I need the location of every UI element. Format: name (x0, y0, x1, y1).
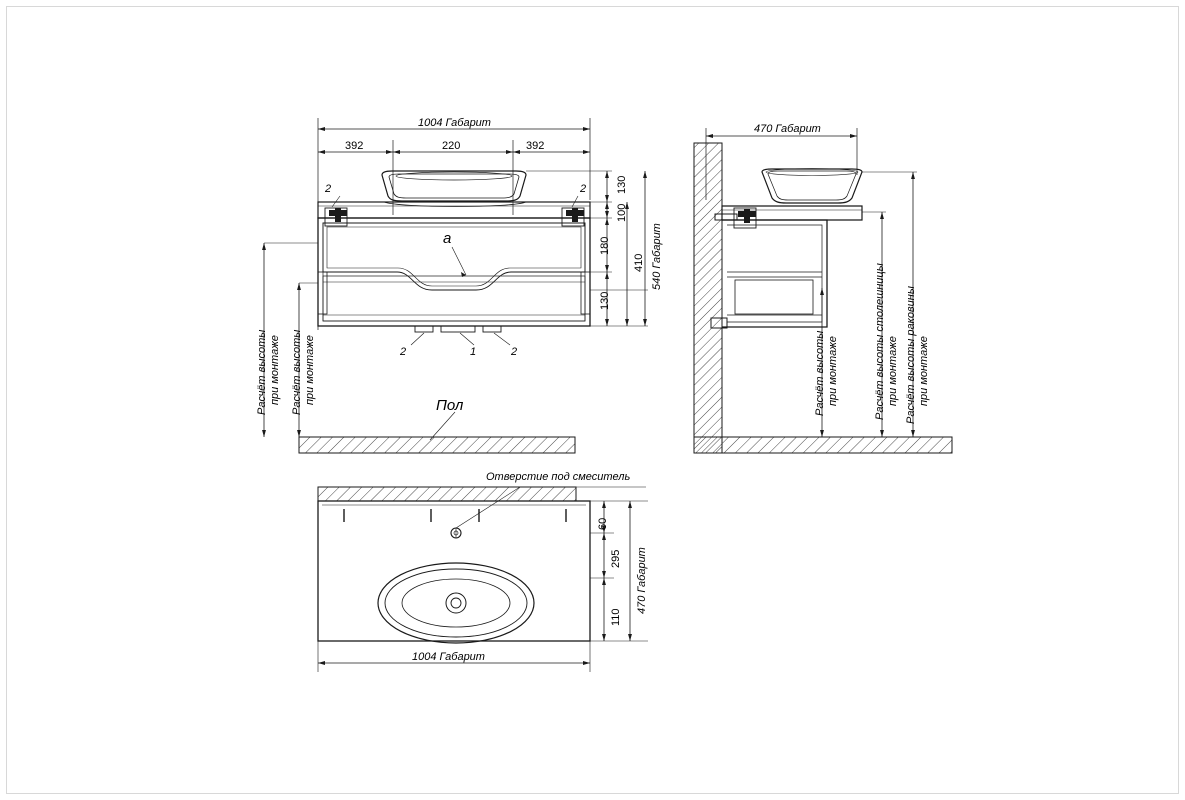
front-dim-100: 100 (616, 203, 628, 222)
front-seg-center-label: 220 (442, 140, 461, 152)
side-note-c-line2: при монтаже (918, 336, 930, 406)
top-dim-470: 470 Габарит (636, 547, 648, 614)
front-callout-bottom-1: 1 (470, 346, 477, 358)
side-note-a-line1: Расчёт высоты (814, 330, 826, 416)
front-note-2-line2: при монтаже (304, 335, 316, 405)
front-note-1-line1: Расчёт высоты (256, 329, 268, 415)
front-callout-left-2: 2 (325, 183, 332, 195)
side-depth-label: 470 Габарит (754, 123, 821, 135)
front-callout-bottom-left-2: 2 (400, 346, 407, 358)
top-dim-1004: 1004 Габарит (412, 651, 485, 663)
front-callout-right-2: 2 (580, 183, 587, 195)
front-dim-540: 540 Габарит (651, 223, 663, 290)
top-dim-295: 295 (610, 549, 622, 568)
front-floor-label: Пол (436, 397, 464, 414)
top-tap-hole-annotation: Отверстие под смеситель (486, 471, 631, 483)
side-note-b-line1: Расчёт высоты столешницы (874, 263, 886, 420)
front-note-1-line2: при монтаже (269, 335, 281, 405)
front-dim-130-top: 130 (616, 175, 628, 194)
front-dim-180: 180 (599, 236, 611, 255)
top-dim-60: 60 (597, 517, 609, 530)
front-callout-bottom-right-2: 2 (511, 346, 518, 358)
front-seg-left-label: 392 (345, 140, 364, 152)
front-seg-right-label: 392 (526, 140, 545, 152)
side-note-b-line2: при монтаже (887, 336, 899, 406)
side-note-a-line2: при монтаже (827, 336, 839, 406)
side-note-c-line1: Расчёт высоты раковины (905, 286, 917, 424)
front-dim-130-bottom: 130 (599, 291, 611, 310)
top-dim-110: 110 (610, 608, 622, 626)
front-callout-a: а (443, 230, 452, 247)
front-overall-width-label: 1004 Габарит (418, 117, 491, 129)
front-dim-410: 410 (633, 253, 645, 272)
front-note-2-line1: Расчёт высоты (291, 329, 303, 415)
